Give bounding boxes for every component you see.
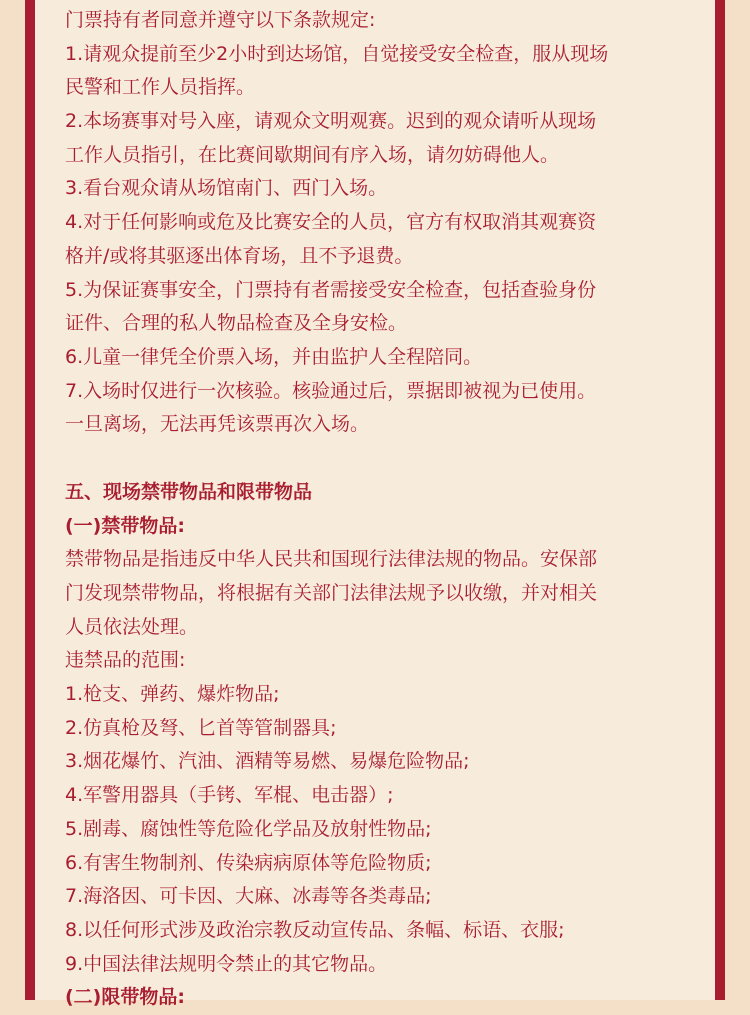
prohibited-item-2: 2.仿真枪及弩、匕首等管制器具; bbox=[65, 716, 337, 739]
prohibited-item-4: 4.军警用器具（手铐、军棍、电击器）; bbox=[65, 784, 394, 807]
terms-intro-line: 门票持有者同意并遵守以下条款规定: bbox=[65, 9, 376, 31]
terms-document bbox=[65, 4, 695, 1015]
prohibited-items-subtitle: (一)禁带物品: bbox=[65, 514, 185, 537]
prohibited-item-6: 6.有害生物制剂、传染病病原体等危险物质; bbox=[65, 851, 432, 874]
prohibited-item-5: 5.剧毒、腐蚀性等危险化学品及放射性物品; bbox=[65, 817, 432, 840]
definition-line-1: 禁带物品是指违反中华人民共和国现行法律法规的物品。安保部 bbox=[65, 548, 598, 571]
term-4-line-2: 格并/或将其驱逐出体育场，且不予退费。 bbox=[65, 244, 414, 267]
restricted-items-subtitle: (二)限带物品: bbox=[65, 986, 185, 1009]
term-7-line-1: 7.入场时仅进行一次核验。核验通过后，票据即被视为已使用。 bbox=[65, 379, 597, 402]
term-1-line-1: 1.请观众提前至少2小时到达场馆，自觉接受安全检查，服从现场 bbox=[65, 42, 609, 65]
scope-label: 违禁品的范围: bbox=[65, 649, 186, 672]
prohibited-items-section bbox=[65, 476, 695, 1015]
term-2-line-2: 工作人员指引，在比赛间歇期间有序入场，请勿妨碍他人。 bbox=[65, 143, 560, 166]
term-3-line-1: 3.看台观众请从场馆南门、西门入场。 bbox=[65, 177, 388, 200]
prohibited-item-7: 7.海洛因、可卡因、大麻、冰毒等各类毒品; bbox=[65, 885, 432, 908]
prohibited-item-8: 8.以任何形式涉及政治宗教反动宣传品、条幅、标语、衣服; bbox=[65, 918, 565, 941]
term-7-line-2: 一旦离场，无法再凭该票再次入场。 bbox=[65, 413, 370, 436]
section-spacer bbox=[65, 442, 695, 476]
left-frame-bar bbox=[25, 0, 35, 1000]
definition-line-2: 门发现禁带物品，将根据有关部门法律法规予以收缴，并对相关 bbox=[65, 582, 598, 604]
ticket-terms-section bbox=[65, 4, 695, 442]
term-5-line-2: 证件、合理的私人物品检查及全身安检。 bbox=[65, 312, 408, 335]
term-6-line-1: 6.儿童一律凭全价票入场，并由监护人全程陪同。 bbox=[65, 345, 483, 368]
prohibited-item-3: 3.烟花爆竹、汽油、酒精等易燃、易爆危险物品; bbox=[65, 750, 470, 773]
section-five-title: 五、现场禁带物品和限带物品 bbox=[65, 480, 313, 503]
term-1-line-2: 民警和工作人员指挥。 bbox=[65, 76, 256, 99]
right-frame-bar bbox=[715, 0, 725, 1000]
term-2-line-1: 2.本场赛事对号入座，请观众文明观赛。迟到的观众请听从现场 bbox=[65, 110, 597, 133]
prohibited-item-9: 9.中国法律法规明令禁止的其它物品。 bbox=[65, 952, 388, 975]
term-4-line-1: 4.对于任何影响或危及比赛安全的人员，官方有权取消其观赛资 bbox=[65, 211, 597, 234]
term-5-line-1: 5.为保证赛事安全，门票持有者需接受安全检查，包括查验身份 bbox=[65, 278, 597, 301]
definition-line-3: 人员依法处理。 bbox=[65, 615, 199, 638]
prohibited-item-1: 1.枪支、弹药、爆炸物品; bbox=[65, 683, 280, 706]
